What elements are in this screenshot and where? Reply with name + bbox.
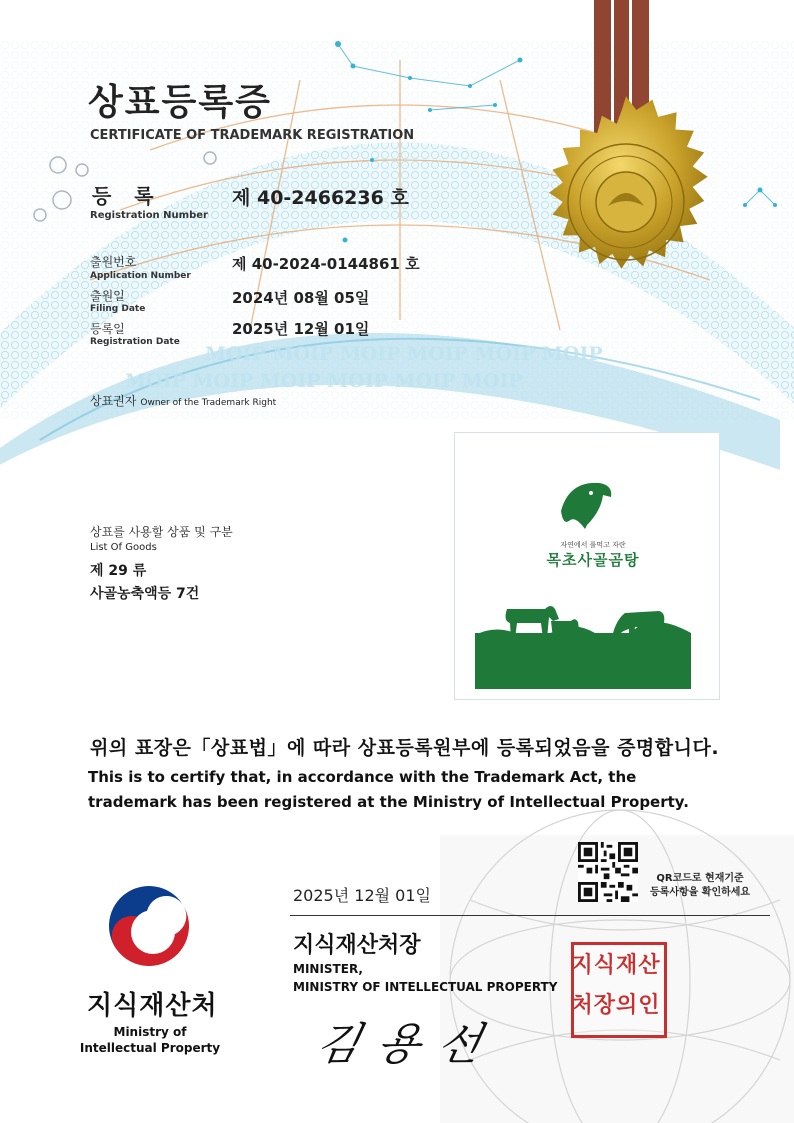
registration-date-label: 등록일 xyxy=(90,322,125,336)
issue-date: 2025년 12월 01일 xyxy=(293,886,431,905)
qr-code-icon[interactable] xyxy=(578,842,638,902)
filing-label-en: Filing Date xyxy=(90,304,146,314)
minister-title-en-line1: MINISTER, xyxy=(293,962,363,976)
minister-title-en-line2: MINISTRY OF INTELLECTUAL PROPERTY xyxy=(293,980,558,994)
qr-note: QR코드로 현재기준 등록사항을 확인하세요 xyxy=(650,873,751,898)
official-seal-text: 지식재산 처장의인 xyxy=(571,953,661,1018)
divider xyxy=(290,915,770,916)
registration-label-en: Registration Number xyxy=(90,210,208,221)
filing-date: 2024년 08월 05일 xyxy=(232,289,370,307)
goods-label: 상표를 사용할 상품 및 구분 xyxy=(90,525,233,539)
registration-label: 등 록 xyxy=(92,184,162,208)
registration-date-label-en: Registration Date xyxy=(90,337,180,347)
application-number: 제 40-2024-0144861 호 xyxy=(232,255,420,273)
cattle-pasture-icon xyxy=(475,606,691,689)
svg-text:MOIP MOIP MOIP MOIP MOIP MOIP: MOIP MOIP MOIP MOIP MOIP MOIP xyxy=(205,343,603,365)
trademark-tagline: 자연에서 풀먹고 자란 xyxy=(560,541,626,549)
goods-description: 사골농축액등 7건 xyxy=(90,586,200,602)
registration-number: 제 40-2466236 호 xyxy=(232,187,409,209)
certificate-subtitle: CERTIFICATE OF TRADEMARK REGISTRATION xyxy=(90,128,415,143)
taegeuk-emblem-icon xyxy=(103,880,195,972)
certification-statement-ko: 위의 표장은「상표법」에 따라 상표등록원부에 등록되었음을 증명합니다. xyxy=(90,737,720,759)
agency-name-ko: 지식재산처 xyxy=(87,991,218,1021)
owner-label: 상표권자 Owner of the Trademark Right xyxy=(90,394,277,408)
goods-label-en: List Of Goods xyxy=(90,542,157,553)
animal-head-logo-icon xyxy=(561,483,611,529)
minister-title-ko: 지식재산처장 xyxy=(293,933,421,958)
application-label: 출원번호 xyxy=(90,255,137,269)
certification-statement-en: This is to certify that, in accordance with the Trademark Act, the trademark has been registered at the Ministry of Intellectual Property. xyxy=(88,768,689,811)
svg-text:MOIP MOIP MOIP MOIP MOIP MOIP: MOIP MOIP MOIP MOIP MOIP MOIP xyxy=(125,370,523,392)
filing-label: 출원일 xyxy=(90,289,125,303)
goods-class: 제 29 류 xyxy=(90,563,147,579)
signature: 김용선 xyxy=(311,1019,504,1070)
application-label-en: Application Number xyxy=(90,271,191,281)
agency-name-en: Ministry of Intellectual Property xyxy=(79,1025,221,1055)
trademark-name: 목초사골곰탕 xyxy=(546,551,640,569)
registration-date: 2025년 12월 01일 xyxy=(232,320,370,338)
certificate-title: 상표등록증 xyxy=(88,82,272,123)
